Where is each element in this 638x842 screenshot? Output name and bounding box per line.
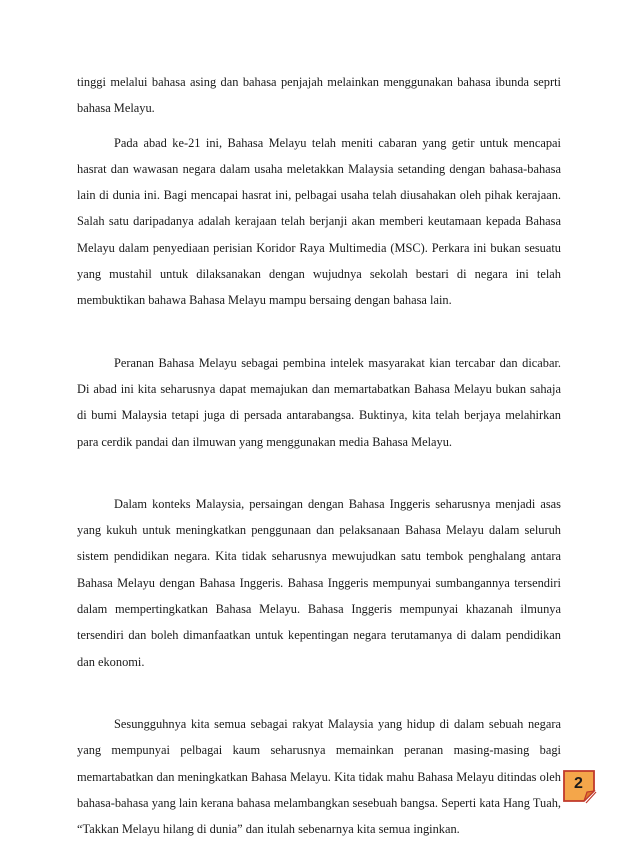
page-number-badge xyxy=(563,770,603,810)
paragraph-sesungguhnya: Sesungguhnya kita semua sebagai rakyat Malaysia yang hidup di dalam sebuah negara yang mempunyai pelbagai kaum seharusnya memainkan peranan masing-masing bagi memartabatkan dan meningkatkan Bahasa Melayu. Kita tidak mahu Bahasa Melayu ditindas oleh bahasa-bahasa yang lain kerana bahasa melambangkan sesebuah bangsa. Seperti kata Hang Tuah, “Takkan Melayu hilang di dunia” dan itulah sebenarnya kita semua inginkan. xyxy=(77,716,561,837)
paragraph-konteks-malaysia: Dalam konteks Malaysia, persaingan dengan Bahasa Inggeris seharusnya menjadi asas yang kukuh untuk meningkatkan penggunaan dan pelaksanaan Bahasa Melayu dalam seluruh sistem pendidikan negara. Kita tidak seharusnya mewujudkan satu tembok penghalang antara Bahasa Melayu dengan Bahasa Inggeris. Bahasa Inggeris mempunyai sumbangannya tersendiri dalam mempertingkatkan Bahasa Melayu. Bahasa Inggeris mempunyai khazanah ilmunya tersendiri dan boleh dimanfaatkan untuk kepentingan negara terutamanya di dalam pendidikan dan ekonomi. xyxy=(77,496,561,669)
page-number: 2 xyxy=(574,775,583,792)
paragraph-abad-ke-21: Pada abad ke-21 ini, Bahasa Melayu telah meniti cabaran yang getir untuk mencapai hasrat dan wawasan negara dalam usaha meletakkan Malaysia setanding dengan bahasa-bahasa lain di dunia ini. Bagi mencapai hasrat ini, pelbagai usaha telah diusahakan oleh pihak kerajaan. Salah satu daripadanya adalah kerajaan telah berjanji akan memberi keutamaan kepada Bahasa Melayu dalam penyediaan perisian Koridor Raya Multimedia (MSC). Perkara ini bukan sesuatu yang mustahil untuk dilaksanakan dengan wujudnya sekolah bestari di negara ini telah membuktikan bahawa Bahasa Melayu mampu bersaing dengan bahasa lain. xyxy=(77,135,561,308)
document-body xyxy=(77,69,561,842)
paragraph-continuation: tinggi melalui bahasa asing dan bahasa penjajah melainkan menggunakan bahasa ibunda seprti bahasa Melayu. xyxy=(77,75,561,116)
paragraph-peranan: Peranan Bahasa Melayu sebagai pembina intelek masyarakat kian tercabar dan dicabar. Di abad ini kita seharusnya dapat memajukan dan memartabatkan Bahasa Melayu bukan sahaja di bumi Malaysia tetapi juga di persada antarabangsa. Buktinya, kita telah berjaya melahirkan para cerdik pandai dan ilmuwan yang menggunakan media Bahasa Melayu. xyxy=(77,355,561,449)
